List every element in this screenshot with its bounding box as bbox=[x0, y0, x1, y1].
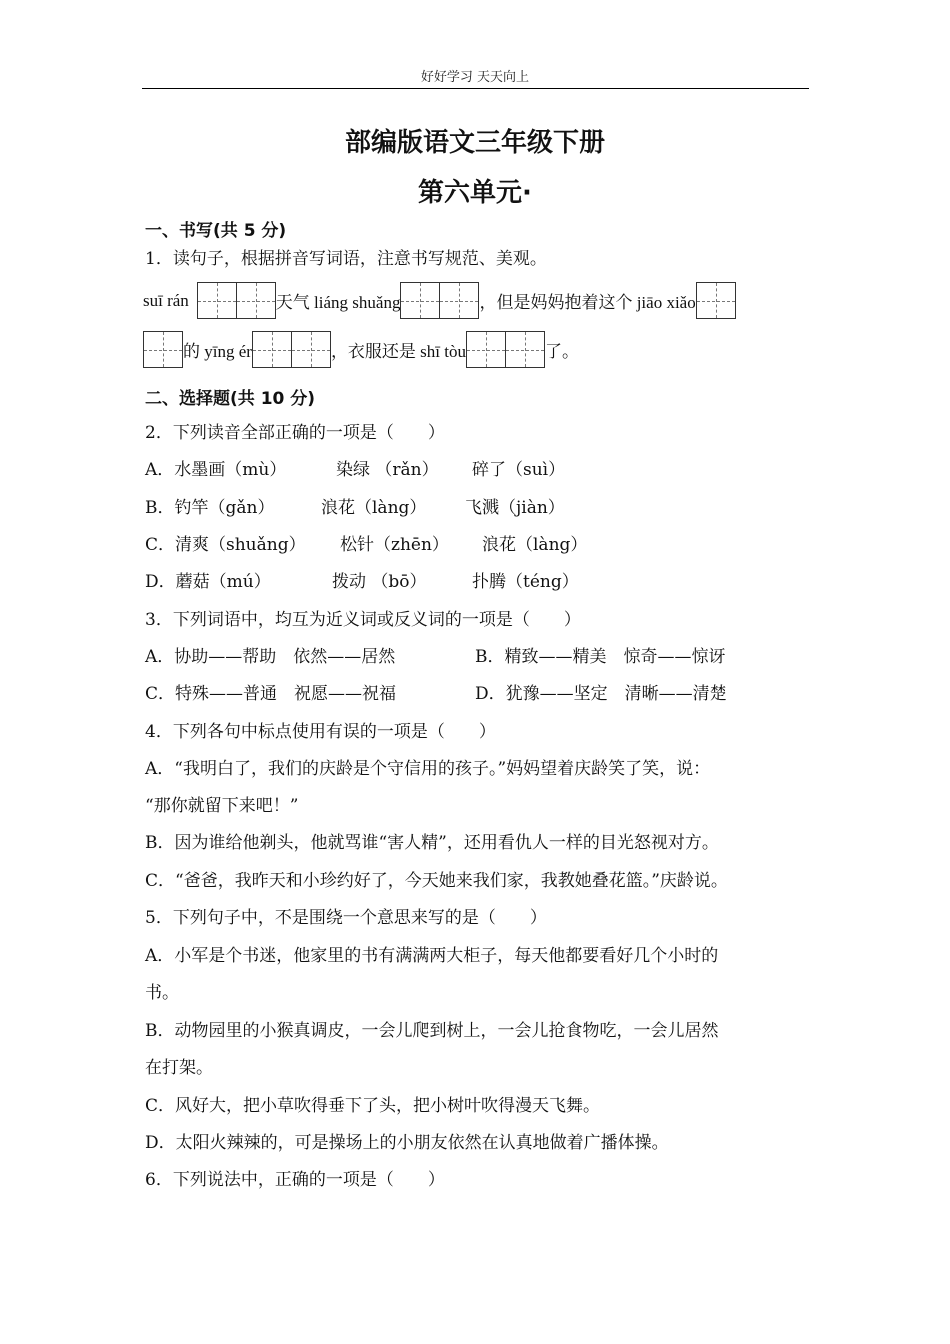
header-divider bbox=[142, 88, 809, 89]
q1-text-2: ，但是妈妈抱着这个 jiāo xiǎo bbox=[479, 293, 696, 312]
q1-answer-box-5[interactable] bbox=[466, 331, 545, 368]
q2-d-2: 拨动 （bō） bbox=[332, 572, 427, 592]
writing-grid-cell[interactable] bbox=[466, 331, 506, 368]
q2-a-1: A．水墨画（mù） bbox=[145, 460, 287, 480]
q1-line-1 bbox=[143, 282, 736, 319]
writing-grid-cell[interactable] bbox=[505, 331, 545, 368]
q3-option-c: C．特殊——普通 祝愿——祝福 bbox=[145, 684, 397, 704]
q1-line-2 bbox=[143, 331, 579, 368]
writing-grid-cell[interactable] bbox=[143, 331, 183, 368]
writing-grid-cell[interactable] bbox=[197, 282, 237, 319]
q2-c-1: C．清爽（shuǎng） bbox=[145, 535, 306, 555]
document-title: 部编版语文三年级下册 bbox=[344, 128, 605, 158]
q2-c-2: 松针（zhēn） bbox=[340, 535, 449, 555]
q1-text-5: 了。 bbox=[545, 342, 579, 362]
q2-d-1: D．蘑菇（mú） bbox=[145, 572, 271, 592]
writing-grid-cell[interactable] bbox=[236, 282, 276, 319]
q1-answer-box-3a[interactable] bbox=[696, 282, 736, 319]
q4-option-c: C．“爸爸，我昨天和小珍约好了，今天她来我们家，我教她叠花篮。”庆龄说。 bbox=[145, 871, 728, 891]
q3-stem: 3．下列词语中，均互为近义词或反义词的一项是（ ） bbox=[145, 610, 581, 630]
q6-stem: 6．下列说法中，正确的一项是（ ） bbox=[145, 1170, 445, 1190]
section-1-heading: 一、书写(共 5 分) bbox=[145, 221, 287, 241]
q3-option-d: D．犹豫——坚定 清晰——清楚 bbox=[475, 684, 727, 704]
q4-stem: 4．下列各句中标点使用有误的一项是（ ） bbox=[145, 722, 496, 742]
q1-pinyin-1: suī rán bbox=[143, 290, 189, 310]
q5-option-a-cont: 书。 bbox=[145, 983, 179, 1003]
writing-grid-cell[interactable] bbox=[400, 282, 440, 319]
q2-b-1: B．钓竿（gǎn） bbox=[145, 498, 275, 518]
q1-text-1: 天气 liáng shuǎng bbox=[275, 293, 401, 312]
q2-a-3: 碎了（suì） bbox=[472, 460, 566, 480]
q1-answer-box-4[interactable] bbox=[252, 331, 331, 368]
document-subtitle: 第六单元· bbox=[418, 178, 532, 208]
q2-a-2: 染绿 （rǎn） bbox=[336, 460, 439, 480]
q5-option-c: C．风好大，把小草吹得垂下了头，把小树叶吹得漫天飞舞。 bbox=[145, 1096, 601, 1116]
q1-answer-box-3b[interactable] bbox=[143, 331, 183, 368]
q2-c-3: 浪花（làng） bbox=[482, 535, 588, 555]
q5-option-a: A．小军是个书迷，他家里的书有满满两大柜子，每天他都要看好几个小时的 bbox=[145, 946, 719, 966]
writing-grid-cell[interactable] bbox=[696, 282, 736, 319]
q4-option-a: A．“我明白了，我们的庆龄是个守信用的孩子。”妈妈望着庆龄笑了笑，说： bbox=[145, 759, 711, 779]
q1-text-4: ，衣服还是 shī tòu bbox=[330, 342, 466, 361]
writing-grid-cell[interactable] bbox=[439, 282, 479, 319]
q2-b-3: 飞溅（jiàn） bbox=[465, 498, 565, 518]
q5-option-b-cont: 在打架。 bbox=[145, 1058, 213, 1078]
q2-b-2: 浪花（làng） bbox=[321, 498, 427, 518]
q5-stem: 5．下列句子中，不是围绕一个意思来写的是（ ） bbox=[145, 908, 547, 928]
q1-stem: 1．读句子，根据拼音写词语，注意书写规范、美观。 bbox=[145, 249, 547, 269]
section-2-heading: 二、选择题(共 10 分) bbox=[145, 389, 316, 409]
q4-option-b: B．因为谁给他剃头，他就骂谁“害人精”，还用看仇人一样的目光怒视对方。 bbox=[145, 833, 719, 853]
q1-answer-box-2[interactable] bbox=[400, 282, 479, 319]
q1-answer-box-1[interactable] bbox=[197, 282, 276, 319]
q2-d-3: 扑腾（téng） bbox=[472, 572, 579, 592]
q2-stem: 2．下列读音全部正确的一项是（ ） bbox=[145, 423, 445, 443]
q3-option-b: B．精致——精美 惊奇——惊讶 bbox=[475, 647, 726, 667]
q5-option-b: B．动物园里的小猴真调皮，一会儿爬到树上，一会儿抢食物吃，一会儿居然 bbox=[145, 1021, 719, 1041]
writing-grid-cell[interactable] bbox=[291, 331, 331, 368]
writing-grid-cell[interactable] bbox=[252, 331, 292, 368]
q5-option-d: D．太阳火辣辣的，可是操场上的小朋友依然在认真地做着广播体操。 bbox=[145, 1133, 669, 1153]
q1-text-3: 的 yīng ér bbox=[183, 342, 252, 361]
page-header: 好好学习 天天向上 bbox=[420, 70, 530, 85]
q4-option-a-cont: “那你就留下来吧！” bbox=[145, 796, 299, 816]
q3-option-a: A．协助——帮助 依然——居然 bbox=[145, 647, 396, 667]
